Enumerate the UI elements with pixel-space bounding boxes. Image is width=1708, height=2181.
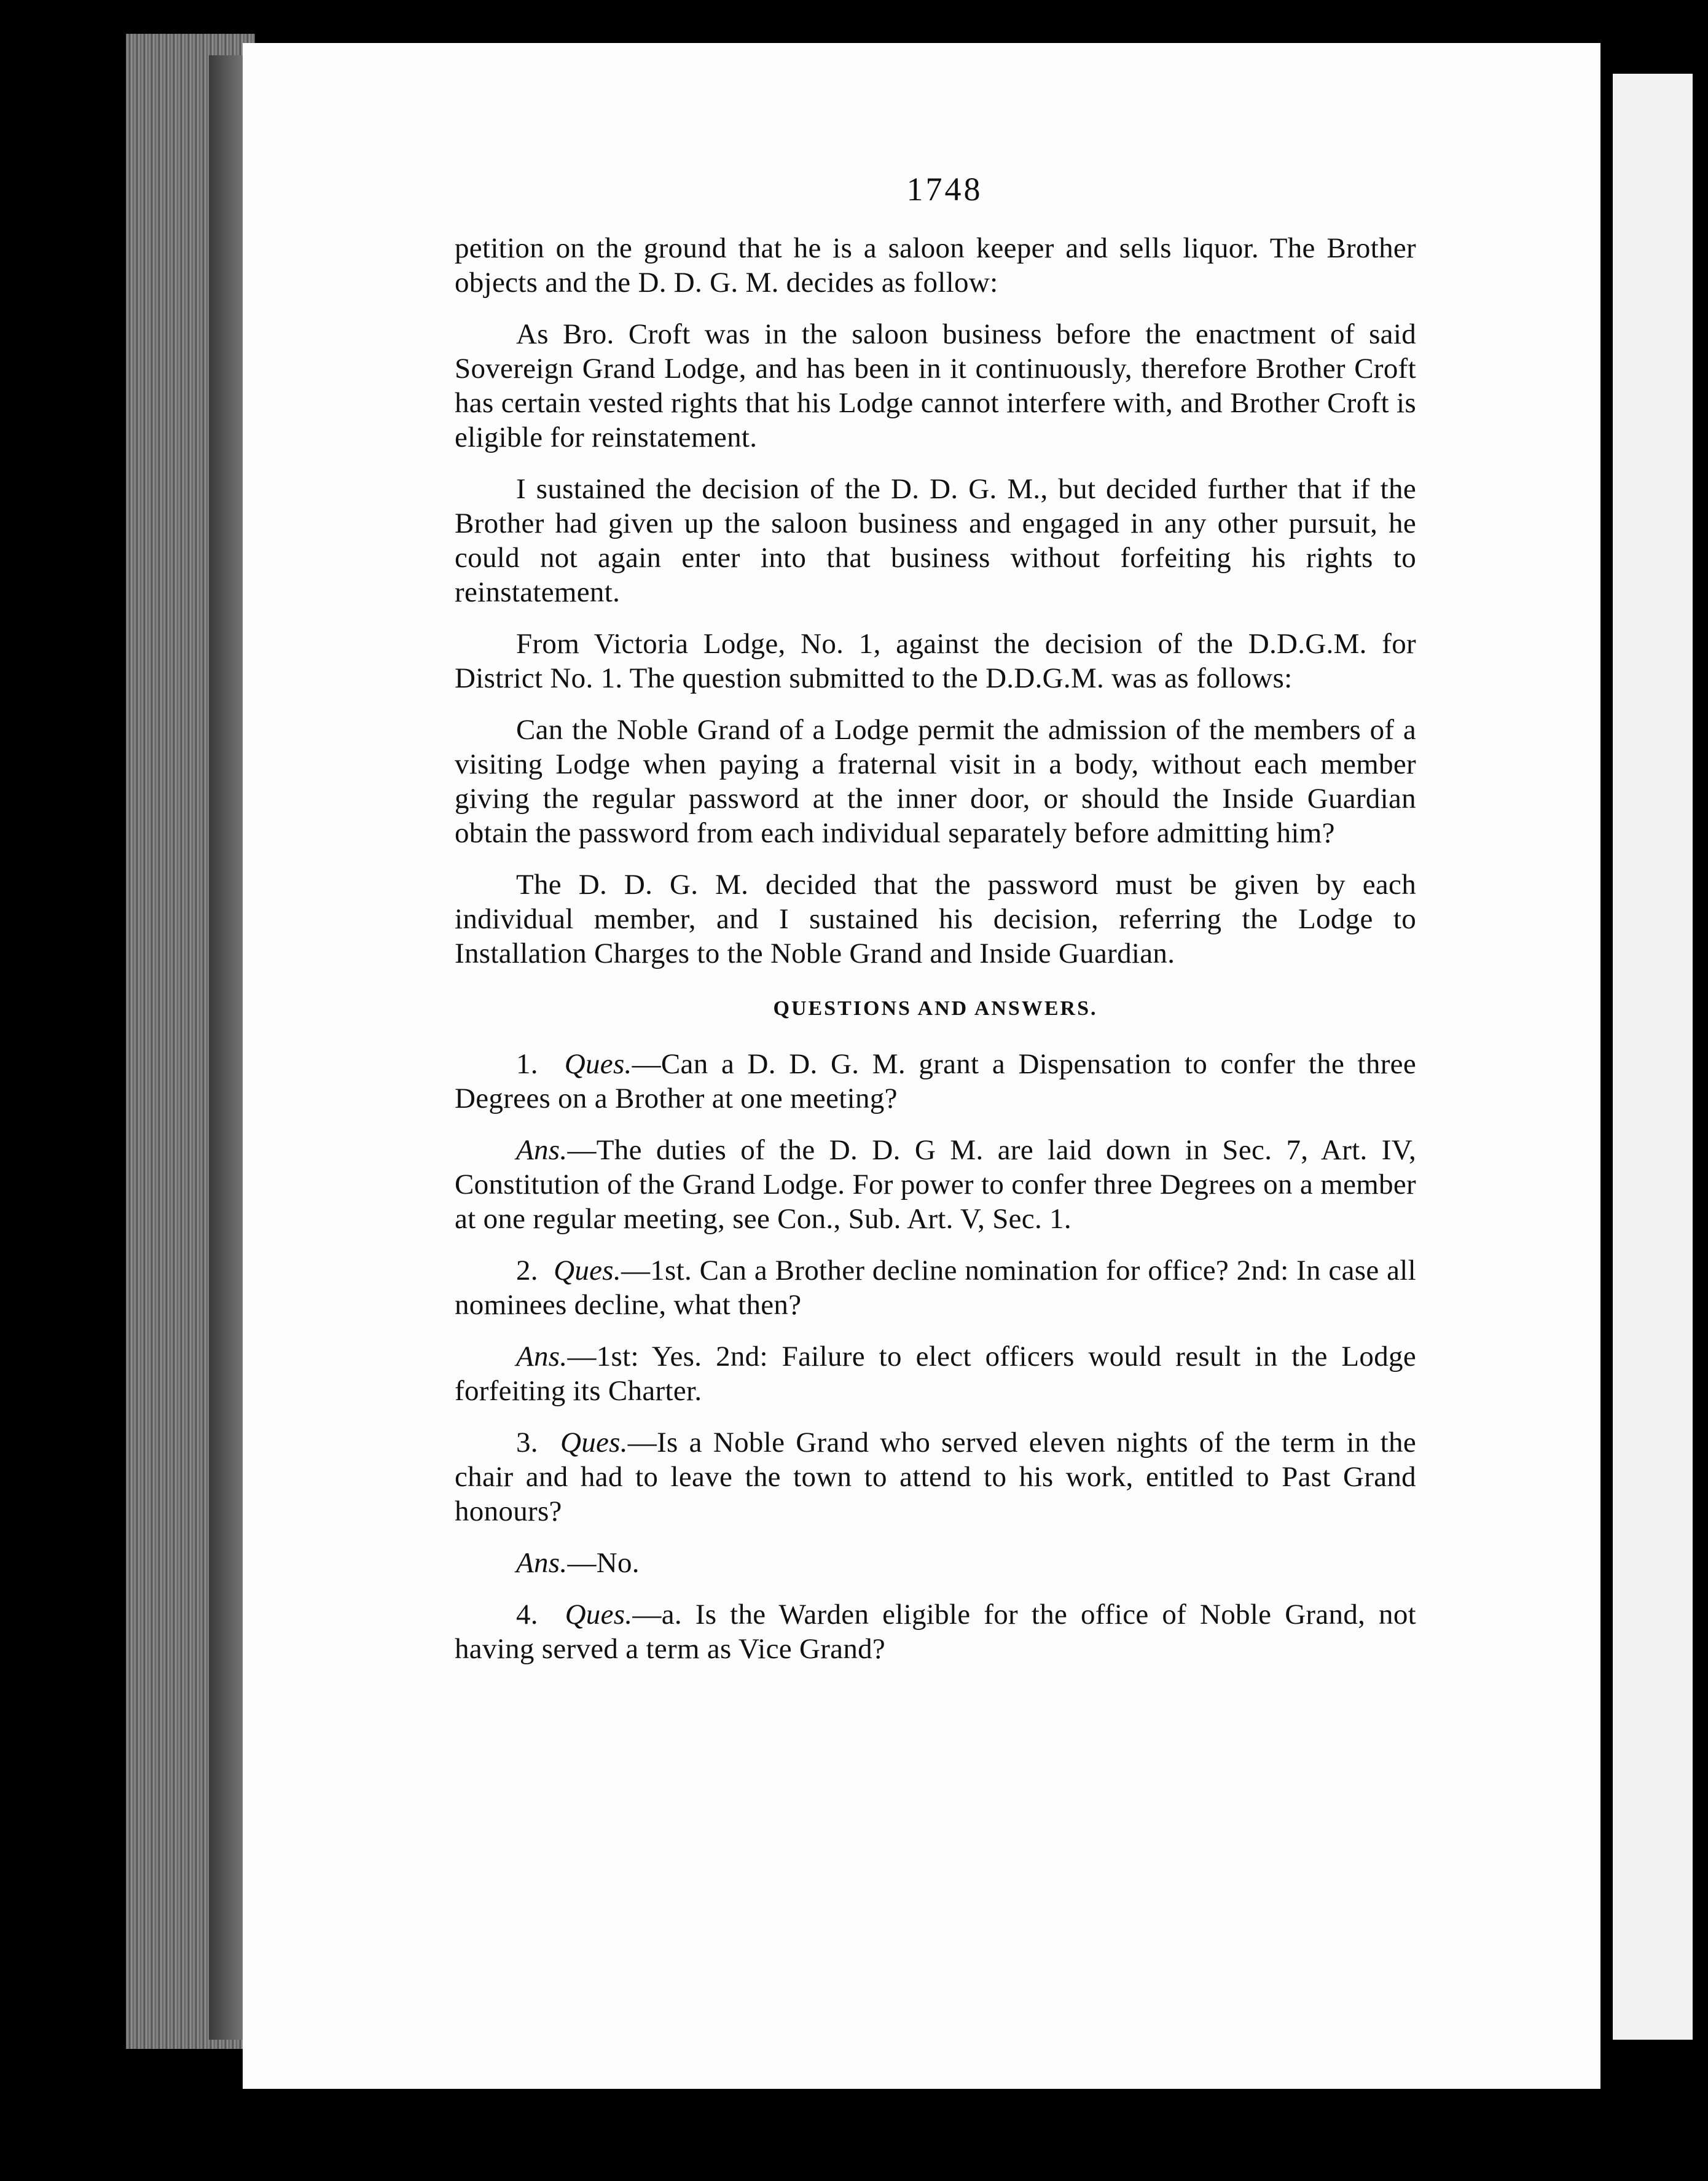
paragraph-3: I sustained the decision of the D. D. G. M., but decided further that if the Brother had given up the saloon business and engaged in any other pursuit, he could not again enter into that business without forfeiting his rights to reinstatement. (455, 473, 1416, 608)
question-number: 3. (516, 1427, 538, 1459)
page-text (455, 172, 1416, 1683)
paragraph-1: petition on the ground that he is a saloon keeper and sells liquor. The Brother objects and the D. D. G. M. decides as follow: (455, 232, 1416, 299)
question-number: 2. (516, 1255, 538, 1286)
section-heading: QUESTIONS AND ANSWERS. (773, 997, 1098, 1020)
question-text: —1st. Can a Brother decline nomination for office? 2nd: In case all nominees decline, what then? (455, 1255, 1416, 1321)
answer-label: Ans. (516, 1134, 568, 1166)
question-label: Ques. (564, 1048, 632, 1080)
answer-1 (455, 1133, 1416, 1236)
question-1 (455, 1047, 1416, 1116)
question-3 (455, 1425, 1416, 1529)
answer-text: —1st: Yes. 2nd: Failure to elect officers would result in the Lodge forfeiting its Charter. (455, 1341, 1416, 1407)
answer-label: Ans. (516, 1341, 568, 1372)
book-gutter-shadow (209, 55, 246, 2040)
question-label: Ques. (565, 1599, 633, 1631)
answer-label: Ans. (516, 1547, 568, 1579)
paragraph-5: Can the Noble Grand of a Lodge permit the admission of the members of a visiting Lodge when paying a fraternal visit in a body, without each member giving the regular password at the inner door, or should the Inside Guardian obtain the password from each individual separately before admitting him? (455, 714, 1416, 849)
answer-text: —No. (567, 1547, 640, 1579)
question-label: Ques. (560, 1427, 628, 1459)
answer-text: —The duties of the D. D. G M. are laid down in Sec. 7, Art. IV, Constitution of the Grand Lodge. For power to confer three Degrees on a member at one regular meeting, see Con., Sub. Art. V, Sec. 1. (455, 1134, 1416, 1235)
facing-page-edge (1613, 74, 1693, 2040)
question-number: 4. (516, 1599, 538, 1631)
question-4 (455, 1597, 1416, 1666)
question-text: —Can a D. D. G. M. grant a Dispensation to confer the three Degrees on a Brother at one meeting? (455, 1048, 1416, 1114)
question-text: —Is a Noble Grand who served eleven nights of the term in the chair and had to leave the town to attend to his work, entitled to Past Grand honours? (455, 1427, 1416, 1527)
question-number: 1. (516, 1048, 538, 1080)
page-number: 1748 (906, 171, 983, 208)
paragraph-2: As Bro. Croft was in the saloon business before the enactment of said Sovereign Grand Lodge, and has been in it continuously, therefore Brother Croft has certain vested rights that his Lodge cannot interfere with, and Brother Croft is eligible for reinstatement. (455, 318, 1416, 453)
paragraph-6: The D. D. G. M. decided that the password must be given by each individual member, and I sustained his decision, referring the Lodge to Installation Charges to the Noble Grand and Inside Guardian. (455, 869, 1416, 969)
answer-3 (455, 1546, 1416, 1580)
question-label: Ques. (554, 1255, 621, 1286)
answer-2 (455, 1339, 1416, 1408)
question-text: —a. Is the Warden eligible for the office of Noble Grand, not having served a term as Vice Grand? (455, 1599, 1416, 1665)
paragraph-4: From Victoria Lodge, No. 1, against the decision of the D.D.G.M. for District No. 1. The question submitted to the D.D.G.M. was as follows: (455, 628, 1416, 694)
question-2 (455, 1253, 1416, 1322)
